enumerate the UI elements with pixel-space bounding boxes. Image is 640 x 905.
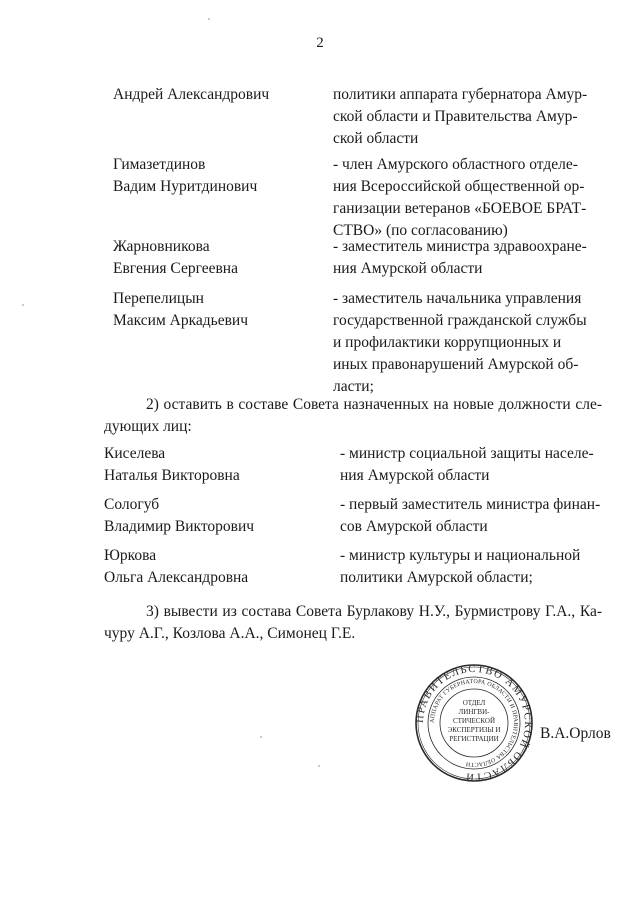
official-seal-stamp [414, 663, 534, 783]
signer-name: В.А.Орлов [540, 725, 611, 742]
member-role: - заместитель начальника управления государственной гражданской службы и профилактики коррупционных и иных правонарушений Амурской об- ласти; [333, 290, 587, 395]
member-role: политики аппарата губернатора Амур- ской области и Правительства Амур- ской области [333, 86, 588, 147]
member-name: Андрей Александрович [113, 86, 270, 103]
paragraph-2: 2) оставить в составе Совета назначенных на новые должности сле-дующих лиц: [104, 396, 602, 435]
member-name: Сологуб Владимир Викторович [104, 496, 255, 535]
svg-text:ЛИНГВИ-: ЛИНГВИ- [458, 708, 490, 716]
svg-text:ОТДЕЛ: ОТДЕЛ [462, 699, 486, 707]
page-number: 2 [316, 35, 324, 51]
stamp-center-text [448, 699, 501, 743]
member-role: - министр культуры и национальной политики Амурской области; [340, 547, 581, 586]
member-role: - член Амурского областного отделе- ния Всероссийской общественной ор- ганизации ветеранов «БОЕВОЕ БРАТ- СТВО» (по согласованию) [333, 156, 587, 239]
svg-text:СТИЧЕСКОЙ: СТИЧЕСКОЙ [452, 717, 496, 725]
member-role: - первый заместитель министра финан- сов Амурской области [340, 496, 601, 535]
paragraph-3: 3) вывести из состава Совета Бурлакову Н.У., Бурмистрову Г.А., Ка-чуру А.Г., Козлова А.А., Симонец Г.Е. [104, 603, 602, 642]
stamp-inner-text: АППАРАТ ГУБЕРНАТОРА ОБЛАСТИ И ПРАВИТЕЛЬСТВА ОБЛАСТИ [429, 678, 519, 768]
scan-speck [22, 304, 24, 306]
scan-speck [208, 18, 210, 20]
scan-speck [260, 736, 262, 738]
member-role: - заместитель министра здравоохране- ния Амурской области [333, 238, 587, 277]
member-name: Жарновникова Евгения Сергеевна [113, 238, 238, 277]
stamp-outer-text: ПРАВИТЕЛЬСТВО АМУРСКОЙ ОБЛАСТИ [414, 663, 534, 783]
member-name: Гимазетдинов Вадим Нуритдинович [113, 156, 258, 195]
svg-text:РЕГИСТРАЦИИ: РЕГИСТРАЦИИ [449, 735, 499, 743]
member-name: Юркова Ольга Александровна [104, 547, 249, 586]
svg-text:ЭКСПЕРТИЗЫ И: ЭКСПЕРТИЗЫ И [447, 726, 501, 734]
scan-speck [318, 765, 320, 767]
member-name: Киселева Наталья Викторовна [104, 445, 240, 484]
member-role: - министр социальной защиты населе- ния Амурской области [340, 445, 594, 484]
member-name: Перепелицын Максим Аркадьевич [113, 290, 249, 329]
